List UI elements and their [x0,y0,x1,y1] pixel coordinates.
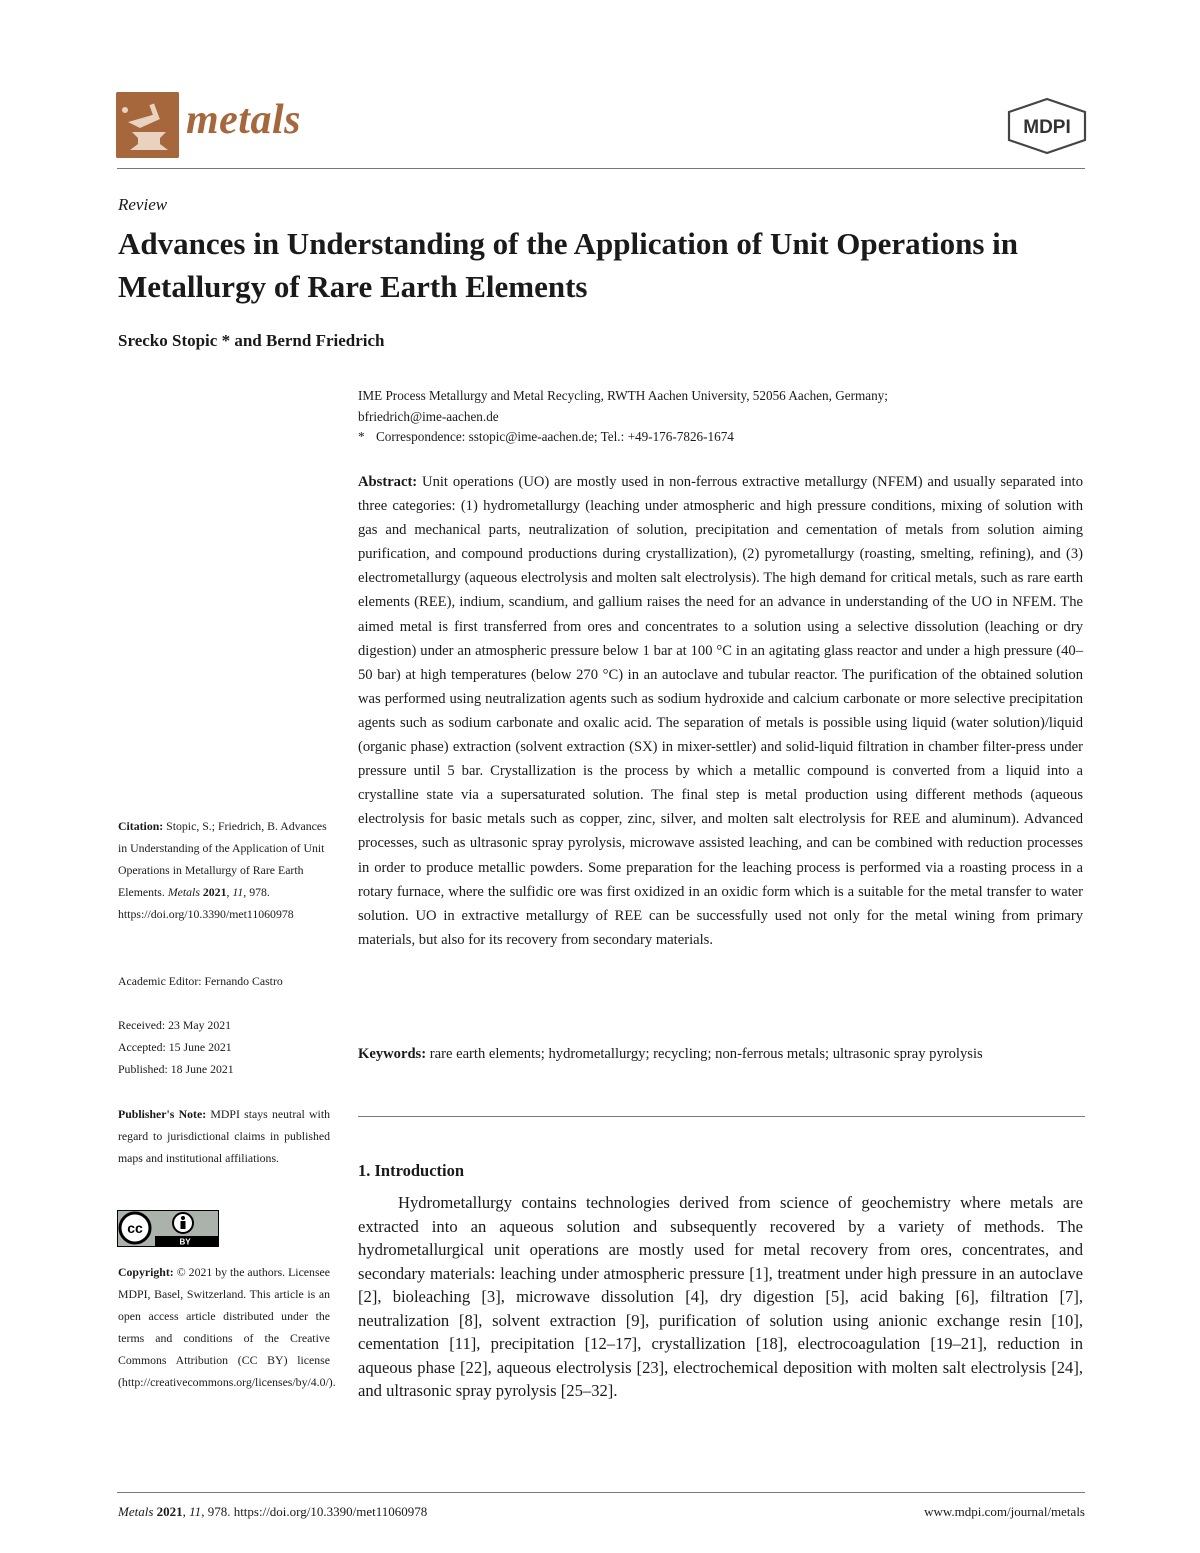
footer-divider [117,1492,1085,1493]
footer-year: 2021 [156,1504,183,1519]
citation-year: 2021 [202,885,227,899]
publisher-note-label: Publisher's Note: [118,1107,207,1121]
publisher-note-text: MDPI stays neutral with regard to jurisdictional claims in published maps and institutional affiliations. [118,1107,331,1165]
footer-journal-url[interactable]: www.mdpi.com/journal/metals [924,1504,1085,1519]
cc-by-license-icon[interactable] [117,1210,219,1247]
correspondence [358,427,1078,448]
abstract-label: Abstract: [358,474,418,490]
abstract-divider [358,1116,1085,1117]
mdpi-logo-icon [1004,96,1090,156]
accepted-date: Accepted: 15 June 2021 [118,1040,232,1054]
article-authors: Srecko Stopic * and Bernd Friedrich [118,331,385,350]
published-date: Published: 18 June 2021 [118,1062,234,1076]
copyright-label: Copyright: [118,1265,174,1279]
copyright-block [118,1261,336,1393]
cc-badge-by-text: BY [179,1237,191,1247]
academic-editor: Academic Editor: Fernando Castro [118,974,283,988]
citation-label: Citation: [118,819,164,833]
article-type: Review [118,195,168,214]
affiliations [358,386,1078,448]
citation-journal: Metals [167,885,200,899]
footer-journal: Metals [118,1504,154,1519]
publisher-note [118,1103,330,1169]
footer-volume: 11 [189,1504,202,1519]
affiliation-email: bfriedrich@ime-aachen.de [358,408,499,424]
citation-pages: , 978. [243,885,270,899]
header-divider [117,168,1085,169]
affiliation-line: IME Process Metallurgy and Metal Recycling, RWTH Aachen University, 52056 Aachen, Germany; [358,388,888,403]
footer-doi: , 978. https://doi.org/10.3390/met11060978 [201,1504,428,1519]
received-date: Received: 23 May 2021 [118,1018,232,1032]
journal-logo-icon [116,92,179,158]
citation-volume: 11 [232,885,244,899]
citation-block: Citation: Stopic, S.; Friedrich, B. Advances in Understanding of the Application of Unit Operations in Metallurgy of Rare Earth Elements. Metals 2021, 11, 978. https://doi.org/10.3390/met11060978 [118,815,330,925]
journal-logo-text: metals [186,97,301,143]
citation-text: Stopic, S.; Friedrich, B. Advances in Understanding of the Application of Unit Operations in Metallurgy of Rare Earth Elements. [118,819,327,899]
abstract [358,470,1083,952]
abstract-text: Unit operations (UO) are mostly used in non-ferrous extractive metallurgy (NFEM) and usually separated into three categories: (1) hydrometallurgy (leaching under atmospheric and high pressure conditions, mixing of solution with gas and mechanical parts, neutralization of solution, precipitation and cementation of metals from solution aiming purification, and compound productions during crystallization), (2) pyrometallurgy (roasting, smelting, refining), and (3) electrometallurgy (aqueous electrolysis and molten salt electrolysis). The high demand for critical metals, such as rare earth elements (REE), indium, scandium, and gallium raises the need for an advance in understanding of the UO in NFEM. The aimed metal is first transferred from ores and concentrates to a solution using a selective dissolution (leaching or dry digestion) under an atmospheric pressure below 1 bar at 100 °C in an agitating glass reactor and under a high pressure (40–50 bar) at high temperatures (below 270 °C) in an autoclave and tubular reactor. The purification of the obtained solution was performed using neutralization agents such as sodium hydroxide and calcium carbonate or more selective precipitation agents such as sodium carbonate and oxalic acid. The separation of metals is possible using liquid (water solution)/liquid (organic phase) extraction (solvent extraction (SX) in mixer-settler) and solid-liquid filtration in chamber filter-press under pressure until 5 bar. Crystallization is the process by which a metallic compound is converted from a liquid into a crystalline state via a supersaturated solution. The final step is metal production using different methods (aqueous electrolysis for basic metals such as copper, zinc, silver, and molten salt electrolysis for REE and aluminum). Advanced processes, such as ultrasonic spray pyrolysis, microwave assisted leaching, and can be combined with reduction processes in order to produce metallic powders. Some preparation for the leaching process is performed via a roasting process in a rotary furnace, where the sulfidic ore was first oxidized in an oxidic form which is a suitable for the metal transfer to water solution. UO in extractive metallurgy of REE can be successfully used not only for the metal wining from primary materials, but also for its recovery from secondary materials. [358,474,1083,948]
keywords [358,1042,1083,1066]
dates-block [118,1014,330,1080]
correspondence-star: * [358,429,365,444]
copyright-text: © 2021 by the authors. Licensee MDPI, Basel, Switzerland. This article is an open access article distributed under the terms and conditions of the Creative Commons Attribution (CC BY) license (http://creativecommons.org/licenses/by/4.0/). [118,1265,336,1389]
keywords-label: Keywords: [358,1046,427,1062]
mdpi-logo-text: MDPI [1023,117,1071,138]
section-heading: 1. Introduction [358,1161,465,1180]
correspondence-text: Correspondence: sstopic@ime-aachen.de; Tel.: +49-176-7826-1674 [376,429,734,444]
cc-badge-cc-text: cc [127,1220,143,1236]
footer-citation: Metals 2021, 11, 978. https://doi.org/10.3390/met11060978 [118,1504,428,1519]
intro-paragraph: Hydrometallurgy contains technologies derived from science of geochemistry where metals are extracted into an aqueous solution and subsequently recovered by a variety of methods. The hydrometallurgical unit operations are mostly used for metal recovery from ores, concentrates, and secondary materials: leaching under atmospheric pressure [1], treatment under high pressure in an autoclave [2], bioleaching [3], microwave dissolution [4], dry digestion [5], acid baking [6], filtration [7], neutralization [8], solvent extraction [9], purification of solution using anionic exchange resin [10], cementation [11], precipitation [12–17], crystallization [18], electrocoagulation [19–21], reduction in aqueous phase [22], aqueous electrolysis [23], electrochemical deposition with molten salt electrolysis [24], and ultrasonic spray pyrolysis [25–32]. [358,1193,1083,1400]
citation-doi-link[interactable]: https://doi.org/10.3390/met11060978 [118,907,294,921]
article-title: Advances in Understanding of the Application of Unit Operations in Metallurgy of Rare Earth Elements [118,226,1018,304]
keywords-text: rare earth elements; hydrometallurgy; recycling; non-ferrous metals; ultrasonic spray pyrolysis [429,1046,983,1062]
